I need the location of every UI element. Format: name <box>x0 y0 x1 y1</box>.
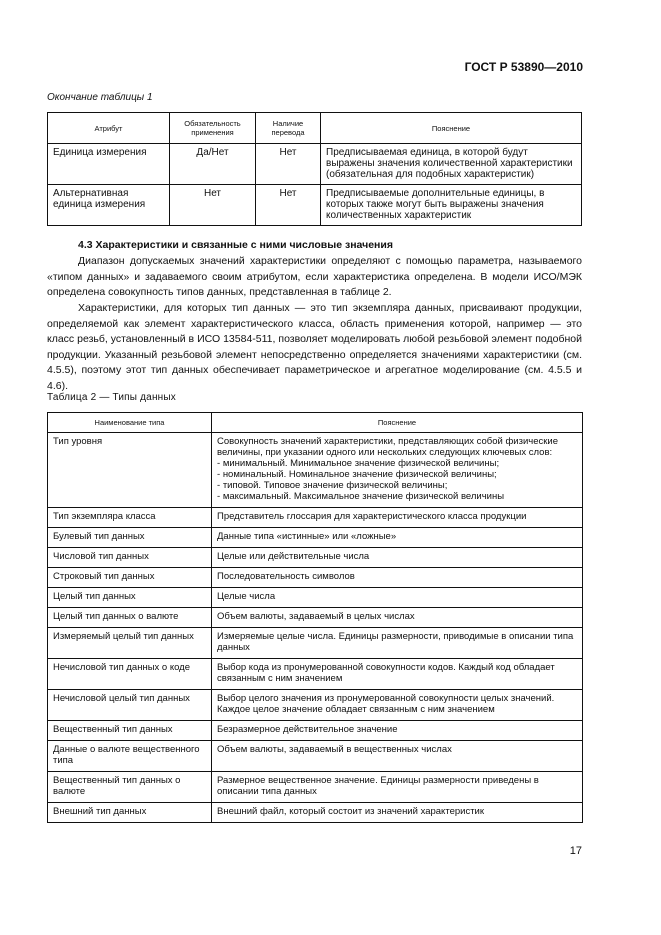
explanation-cell: Предписываемые дополнительные единицы, в которых также могут быть выражены значения количественных характеристик <box>321 185 582 226</box>
type-name-cell: Вещественный тип данных о валюте <box>48 772 212 803</box>
type-name-cell: Строковый тип данных <box>48 568 212 588</box>
type-explanation-cell: Выбор кода из пронумерованной совокупности кодов. Каждый код обладает связанным с ним значением <box>212 659 583 690</box>
page-number: 17 <box>569 845 582 857</box>
column-header: Пояснение <box>212 413 583 433</box>
type-explanation-cell: Представитель глоссария для характеристического класса продукции <box>212 508 583 528</box>
attributes-table <box>47 112 582 226</box>
data-types-table <box>47 412 583 823</box>
list-item: - номинальный. Номинальное значение физической величины; <box>217 469 577 480</box>
type-explanation-cell: Безразмерное действительное значение <box>212 721 583 741</box>
obligation-cell: Нет <box>170 185 256 226</box>
type-name-cell: Нечисловой тип данных о коде <box>48 659 212 690</box>
type-name-cell: Нечисловой целый тип данных <box>48 690 212 721</box>
column-header: Атрибут <box>48 113 170 144</box>
type-explanation-cell: Целые числа <box>212 588 583 608</box>
level-intro: Совокупность значений характеристики, представляющих собой физические величины, при указании одного или нескольких следующих ключевых слов: <box>217 436 558 458</box>
type-explanation-cell: Внешний файл, который состоит из значений характеристик <box>212 803 583 823</box>
table-row <box>48 568 583 588</box>
explanation-cell: Предписываемая единица, в которой будут выражены значения количественной характеристики (обязательная для подобных характеристик) <box>321 144 582 185</box>
section-heading: 4.3 Характеристики и связанные с ними числовые значения <box>78 239 393 251</box>
table-row <box>48 803 583 823</box>
type-explanation-cell: Данные типа «истинные» или «ложные» <box>212 528 583 548</box>
type-explanation-cell: Последовательность символов <box>212 568 583 588</box>
column-header: Наименование типа <box>48 413 212 433</box>
attribute-cell: Альтернативная единица измерения <box>48 185 170 226</box>
table-row <box>48 659 583 690</box>
body-paragraph: Диапазон допускаемых значений характеристики определяют с помощью параметра, называемого «типом данных» и задаваемого своим атрибутом, если характеристика определена. В модели ИСО/МЭК определена совокупность типов данных, представленная в таблице 2. <box>47 255 582 298</box>
list-item: - типовой. Типовое значение физической величины; <box>217 480 577 491</box>
type-name-cell: Целый тип данных о валюте <box>48 608 212 628</box>
table-header-row <box>48 113 582 144</box>
table-row <box>48 508 583 528</box>
type-explanation-cell: Размерное вещественное значение. Единицы размерности приведены в описании типа данных <box>212 772 583 803</box>
list-item: - максимальный. Максимальное значение физической величины <box>217 491 577 502</box>
list-item: - минимальный. Минимальное значение физической величины; <box>217 458 577 469</box>
type-name-cell: Вещественный тип данных <box>48 721 212 741</box>
type-name-cell: Тип экземпляра класса <box>48 508 212 528</box>
table-row <box>48 628 583 659</box>
obligation-cell: Да/Нет <box>170 144 256 185</box>
table-row <box>48 721 583 741</box>
type-name-cell: Числовой тип данных <box>48 548 212 568</box>
table-row <box>48 185 582 226</box>
type-name-cell: Внешний тип данных <box>48 803 212 823</box>
table-row <box>48 144 582 185</box>
type-explanation-cell: Объем валюты, задаваемый в вещественных числах <box>212 741 583 772</box>
column-header: Обязательность применения <box>170 113 256 144</box>
column-header: Наличие перевода <box>256 113 321 144</box>
document-header: ГОСТ Р 53890—2010 <box>464 60 583 74</box>
type-explanation-cell: Выбор целого значения из пронумерованной совокупности целых значений. Каждое целое значение обладает связанным с ним значением <box>212 690 583 721</box>
table-row <box>48 433 583 508</box>
table-row <box>48 588 583 608</box>
type-explanation-cell: Объем валюты, задаваемый в целых числах <box>212 608 583 628</box>
type-explanation-cell: Целые или действительные числа <box>212 548 583 568</box>
type-explanation-cell <box>212 433 583 508</box>
table-caption: Таблица 2 — Типы данных <box>47 392 176 403</box>
type-name-cell: Данные о валюте вещественного типа <box>48 741 212 772</box>
table-row <box>48 548 583 568</box>
table-continuation-note: Окончание таблицы 1 <box>47 92 153 103</box>
keyword-list <box>217 458 577 502</box>
type-explanation-cell: Измеряемые целые числа. Единицы размерности, приводимые в описании типа данных <box>212 628 583 659</box>
table-row <box>48 608 583 628</box>
translation-cell: Нет <box>256 185 321 226</box>
type-name-cell: Целый тип данных <box>48 588 212 608</box>
table-header-row <box>48 413 583 433</box>
attribute-cell: Единица измерения <box>48 144 170 185</box>
table-row <box>48 690 583 721</box>
type-name-cell: Тип уровня <box>48 433 212 508</box>
column-header: Пояснение <box>321 113 582 144</box>
type-name-cell: Измеряемый целый тип данных <box>48 628 212 659</box>
table-row <box>48 741 583 772</box>
table-row <box>48 772 583 803</box>
body-paragraph: Характеристики, для которых тип данных — это тип экземпляра данных, присваивают продукции, определяемой как элемент характеристического класса, область применения которой, например — это класс резьб, установленный в ИСО 13584-511, позволяет моделировать любой резьбовой элемент подобной продукции. Указанный резьбовой элемент непосредственно определяется значениями характеристики (см. 4.5.5), поэтому этот тип данных обеспечивает параметрическое и агрегатное моделирование (см. 4.5.5 и 4.6). <box>47 302 582 392</box>
table-row <box>48 528 583 548</box>
translation-cell: Нет <box>256 144 321 185</box>
type-name-cell: Булевый тип данных <box>48 528 212 548</box>
